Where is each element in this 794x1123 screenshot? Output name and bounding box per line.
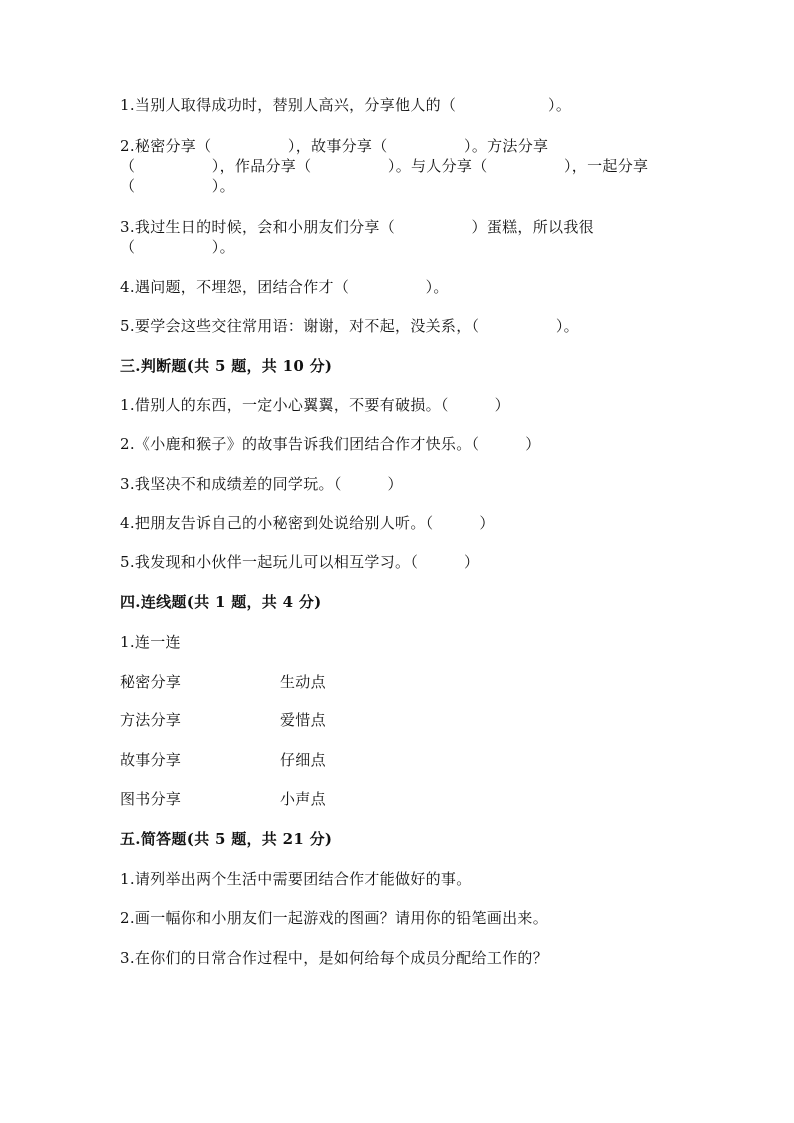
- section-heading-matching: 四.连线题(共 1 题，共 4 分): [120, 593, 322, 611]
- matching-left-item-4: 图书分享: [120, 790, 182, 808]
- short-answer-question-3: 3.在你们的日常合作过程中，是如何给每个成员分配给工作的？: [120, 949, 549, 967]
- fill-question-3-line-2: （ ）。: [120, 238, 235, 256]
- judgement-question-4: 4.把朋友告诉自己的小秘密到处说给别人听。（ ）: [120, 514, 495, 532]
- judgement-question-1: 1.借别人的东西，一定小心翼翼，不要有破损。（ ）: [120, 396, 510, 414]
- matching-left-item-1: 秘密分享: [120, 673, 182, 691]
- matching-right-item-4: 小声点: [280, 790, 326, 808]
- judgement-question-5: 5.我发现和小伙伴一起玩儿可以相互学习。（ ）: [120, 553, 480, 571]
- matching-right-item-2: 爱惜点: [280, 711, 326, 729]
- matching-right-item-1: 生动点: [280, 673, 326, 691]
- matching-left-item-3: 故事分享: [120, 751, 182, 769]
- fill-question-3-line-1: 3.我过生日的时候，会和小朋友们分享（ ）蛋糕，所以我很: [120, 218, 594, 236]
- short-answer-question-2: 2.画一幅你和小朋友们一起游戏的图画？请用你的铅笔画出来。: [120, 909, 549, 927]
- matching-right-item-3: 仔细点: [280, 751, 326, 769]
- section-heading-short-answer: 五.简答题(共 5 题，共 21 分): [120, 830, 333, 848]
- fill-question-2-line-1: 2.秘密分享（ ），故事分享（ ）。方法分享: [120, 137, 549, 155]
- fill-question-5: 5.要学会这些交往常用语：谢谢，对不起，没关系，（ ）。: [120, 317, 579, 335]
- judgement-question-3: 3.我坚决不和成绩差的同学玩。（ ）: [120, 475, 403, 493]
- matching-left-item-2: 方法分享: [120, 711, 182, 729]
- fill-question-2-line-2: （ ），作品分享（ ）。与人分享（ ），一起分享: [120, 157, 649, 175]
- judgement-question-2: 2.《小鹿和猴子》的故事告诉我们团结合作才快乐。（ ）: [120, 435, 541, 453]
- short-answer-question-1: 1.请列举出两个生活中需要团结合作才能做好的事。: [120, 870, 472, 888]
- fill-question-1: 1.当别人取得成功时，替别人高兴，分享他人的（ ）。: [120, 96, 572, 114]
- fill-question-2-line-3: （ ）。: [120, 177, 235, 195]
- fill-question-4: 4.遇问题，不埋怨，团结合作才（ ）。: [120, 278, 449, 296]
- matching-question: 1.连一连: [120, 633, 181, 651]
- section-heading-judgement: 三.判断题(共 5 题，共 10 分): [120, 357, 333, 375]
